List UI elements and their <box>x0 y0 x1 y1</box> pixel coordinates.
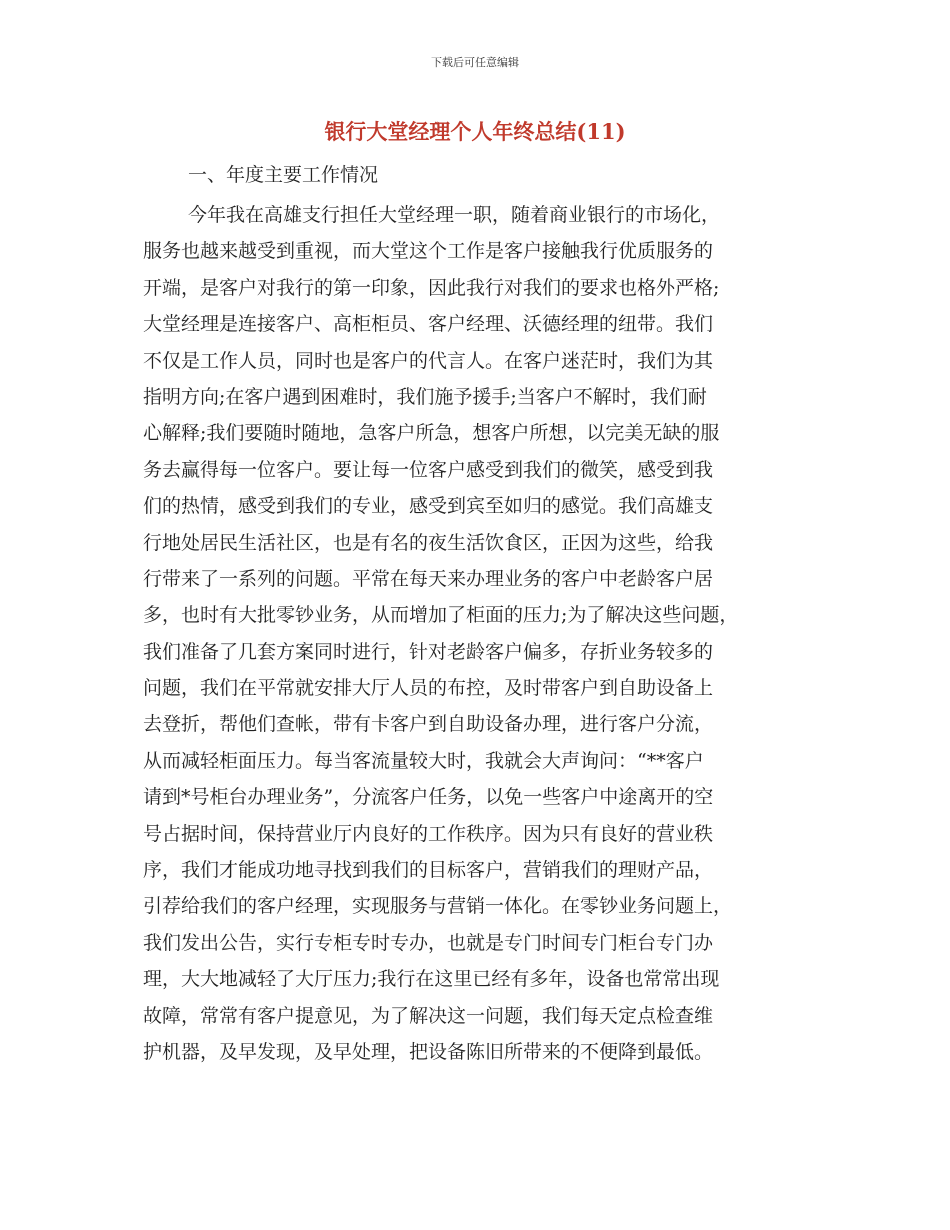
paragraph-line: 不仅是工作人员，同时也是客户的代言人。在客户迷茫时，我们为其 <box>143 349 714 372</box>
paragraph-line: 问题，我们在平常就安排大厅人员的布控，及时带客户到自助设备上 <box>143 677 714 700</box>
paragraph-line: 请到*号柜台办理业务”，分流客户任务，以免一些客户中途离开的空 <box>143 786 714 809</box>
paragraph-line: 故障，常常有客户提意见，为了解决这一问题，我们每天定点检查维 <box>143 1004 714 1027</box>
paragraph-line: 心解释;我们要随时随地，急客户所急，想客户所想，以完美无缺的服 <box>143 422 720 445</box>
document-title: 银行大堂经理个人年终总结(11) <box>324 119 626 144</box>
paragraph-line: 大堂经理是连接客户、高柜柜员、客户经理、沃德经理的纽带。我们 <box>143 313 714 336</box>
paragraph-line: 指明方向;在客户遇到困难时，我们施予援手;当客户不解时，我们耐 <box>143 385 707 408</box>
paragraph-line: 理，大大地减轻了大厅压力;我行在这里已经有多年，设备也常常出现 <box>143 968 720 991</box>
paragraph-line: 引荐给我们的客户经理，实现服务与营销一体化。在零钞业务问题上， <box>143 895 733 918</box>
paragraph-line: 我们准备了几套方案同时进行，针对老龄客户偏多，存折业务较多的 <box>143 640 714 663</box>
paragraph-line: 护机器，及早发现，及早处理，把设备陈旧所带来的不便降到最低。 <box>143 1040 714 1063</box>
paragraph-line: 多，也时有大批零钞业务，从而增加了柜面的压力;为了解决这些问题， <box>143 604 739 627</box>
paragraph-line: 号占据时间，保持营业厅内良好的工作秩序。因为只有良好的营业秩 <box>143 822 714 845</box>
paragraph-line: 行带来了一系列的问题。平常在每天来办理业务的客户中老龄客户居 <box>143 567 714 590</box>
paragraph-line: 开端，是客户对我行的第一印象，因此我行对我们的要求也格外严格; <box>143 276 720 299</box>
paragraph-line: 我们发出公告，实行专柜专时专办，也就是专门时间专门柜台专门办 <box>143 931 714 954</box>
paragraph-line: 序，我们才能成功地寻找到我们的目标客户，营销我们的理财产品， <box>143 859 714 882</box>
body-paragraph <box>143 197 823 1070</box>
section-heading: 一、年度主要工作情况 <box>188 164 379 186</box>
page-header: 下载后可任意编辑 <box>431 56 519 69</box>
paragraph-line: 服务也越来越受到重视，而大堂这个工作是客户接触我行优质服务的 <box>143 240 714 263</box>
paragraph-line: 们的热情，感受到我们的专业，感受到宾至如归的感觉。我们高雄支 <box>143 495 714 518</box>
paragraph-line: 务去赢得每一位客户。要让每一位客户感受到我们的微笑，感受到我 <box>143 458 714 481</box>
paragraph-line: 今年我在高雄支行担任大堂经理一职，随着商业银行的市场化， <box>188 204 721 226</box>
paragraph-line: 去登折，帮他们查帐，带有卡客户到自助设备办理，进行客户分流， <box>143 713 714 736</box>
paragraph-line: 行地处居民生活社区，也是有名的夜生活饮食区，正因为这些，给我 <box>143 531 714 554</box>
paragraph-line: 从而减轻柜面压力。每当客流量较大时，我就会大声询问：“**客户 <box>143 749 704 772</box>
